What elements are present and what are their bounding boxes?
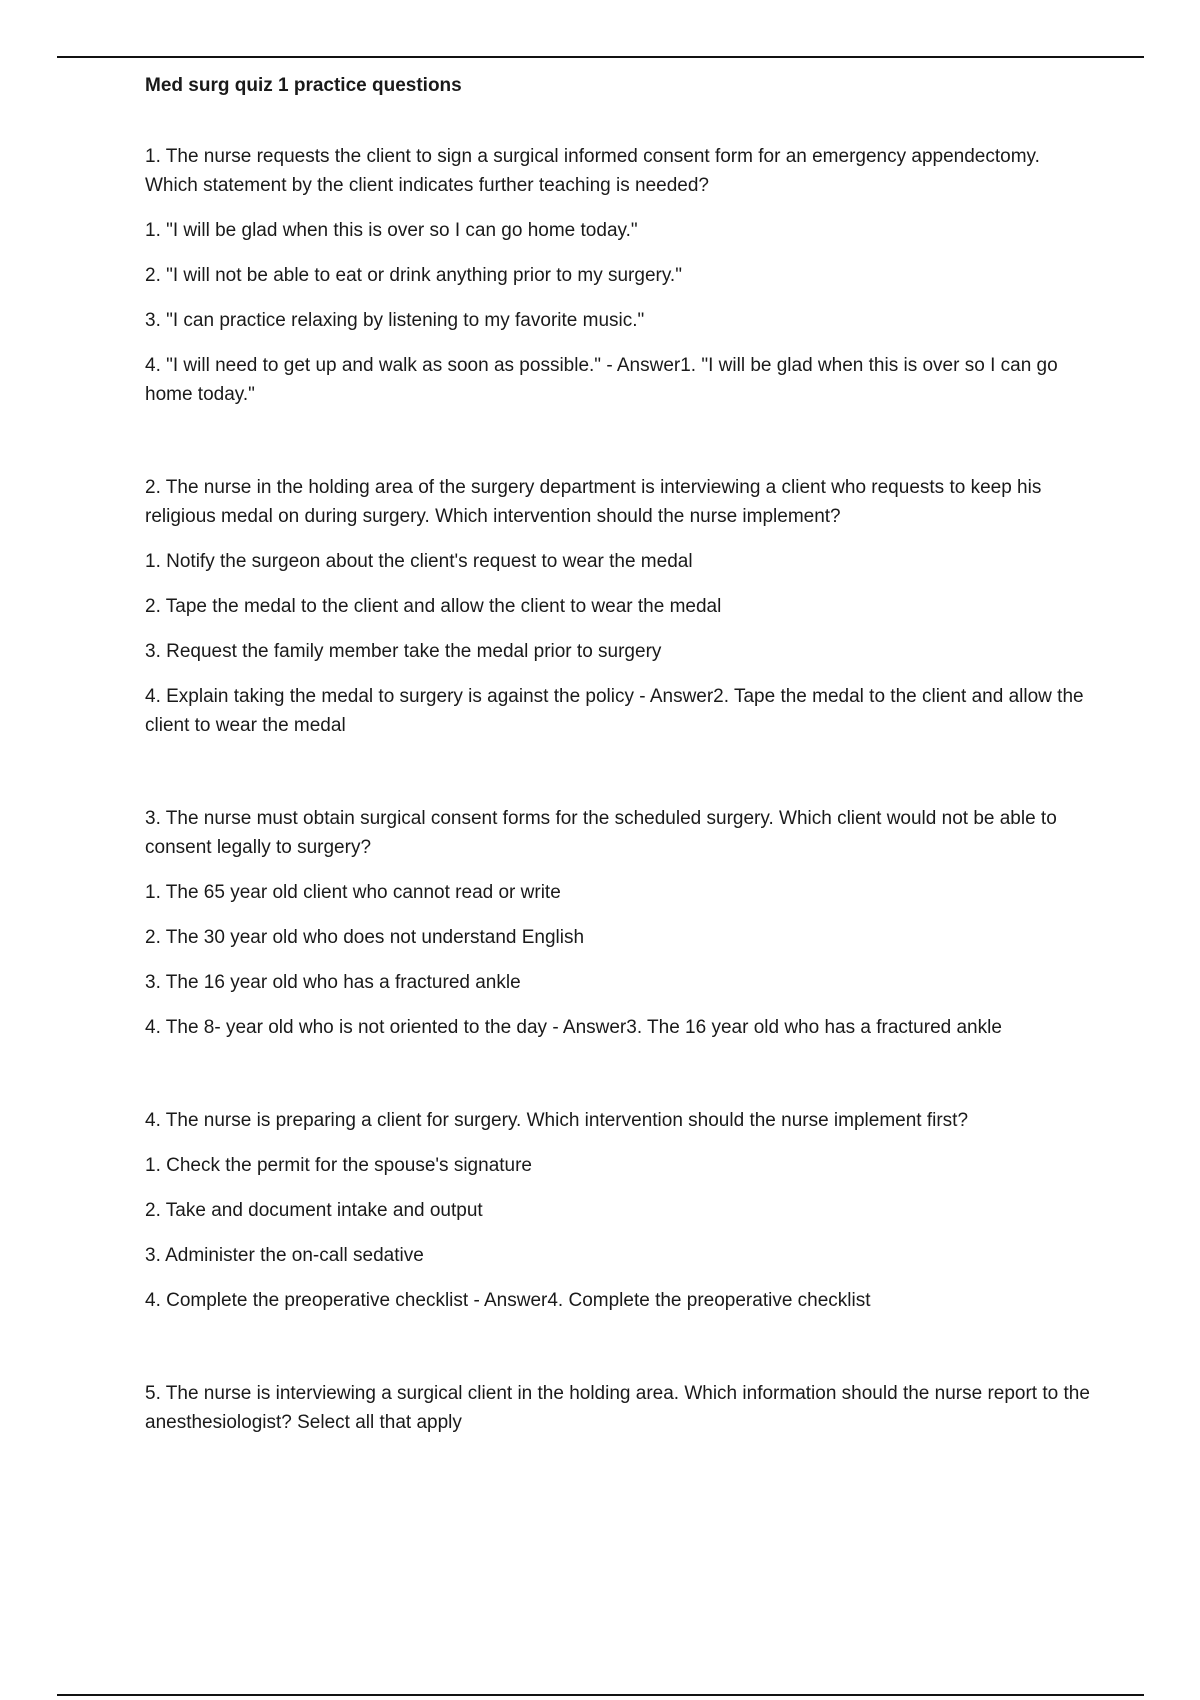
answer-option: 3. "I can practice relaxing by listening to my favorite music." bbox=[145, 310, 645, 331]
answer-option: 1. The 65 year old client who cannot read or write bbox=[145, 882, 561, 903]
question-3 bbox=[145, 804, 1095, 1042]
top-rule bbox=[57, 56, 1144, 58]
answer-option: 2. Tape the medal to the client and allow the client to wear the medal bbox=[145, 596, 722, 617]
answer-option: 4. Complete the preoperative checklist - Answer4. Complete the preoperative checklist bbox=[145, 1290, 871, 1311]
answer-option: 4. "I will need to get up and walk as soon as possible." - Answer1. "I will be glad when this is over so I can go home today." bbox=[145, 355, 1058, 405]
answer-option: 3. Administer the on-call sedative bbox=[145, 1245, 424, 1266]
question-stem: 4. The nurse is preparing a client for surgery. Which intervention should the nurse implement first? bbox=[145, 1110, 969, 1131]
answer-option: 2. "I will not be able to eat or drink anything prior to my surgery." bbox=[145, 265, 682, 286]
answer-option: 3. The 16 year old who has a fractured ankle bbox=[145, 972, 521, 993]
answer-option: 4. Explain taking the medal to surgery is against the policy - Answer2. Tape the medal to the client and allow the client to wear the medal bbox=[145, 686, 1084, 736]
question-stem: 5. The nurse is interviewing a surgical client in the holding area. Which information should the nurse report to the anesthesiologist? Select all that apply bbox=[145, 1383, 1090, 1433]
bottom-rule bbox=[57, 1694, 1144, 1696]
question-1 bbox=[145, 142, 1095, 409]
answer-option: 1. Check the permit for the spouse's signature bbox=[145, 1155, 532, 1176]
question-stem: 2. The nurse in the holding area of the surgery department is interviewing a client who requests to keep his religious medal on during surgery. Which intervention should the nurse implement? bbox=[145, 477, 1042, 527]
answer-option: 1. Notify the surgeon about the client's request to wear the medal bbox=[145, 551, 693, 572]
answer-option: 2. Take and document intake and output bbox=[145, 1200, 483, 1221]
answer-option: 3. Request the family member take the medal prior to surgery bbox=[145, 641, 662, 662]
question-4 bbox=[145, 1106, 1095, 1315]
answer-option: 2. The 30 year old who does not understand English bbox=[145, 927, 585, 948]
question-stem: 3. The nurse must obtain surgical consent forms for the scheduled surgery. Which client would not be able to consent legally to surgery? bbox=[145, 808, 1057, 858]
question-2 bbox=[145, 473, 1095, 740]
answer-option: 1. "I will be glad when this is over so I can go home today." bbox=[145, 220, 638, 241]
question-5 bbox=[145, 1379, 1095, 1437]
answer-option: 4. The 8- year old who is not oriented to the day - Answer3. The 16 year old who has a fractured ankle bbox=[145, 1017, 1002, 1038]
question-stem: 1. The nurse requests the client to sign a surgical informed consent form for an emergency appendectomy. Which statement by the client indicates further teaching is needed? bbox=[145, 146, 1040, 196]
document-title: Med surg quiz 1 practice questions bbox=[145, 75, 462, 96]
document-body bbox=[145, 72, 1095, 1453]
